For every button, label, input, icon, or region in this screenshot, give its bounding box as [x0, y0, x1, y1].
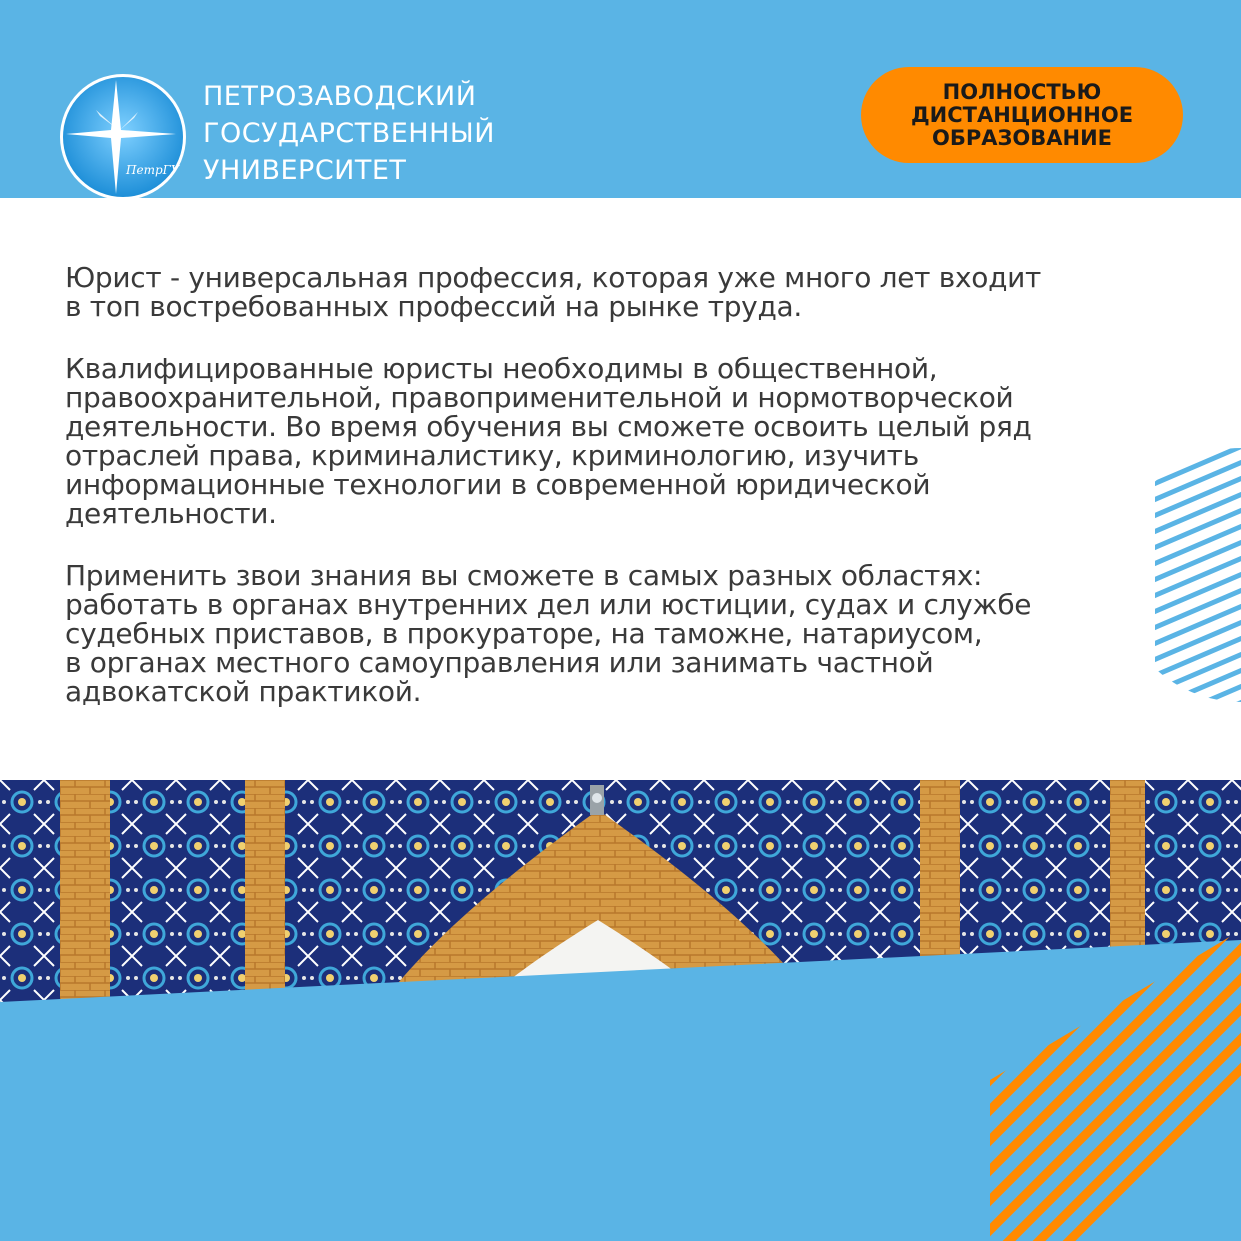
mosque-arch-photo	[0, 780, 1241, 1241]
university-name-line-1: ПЕТРОЗАВОДСКИЙ	[203, 81, 477, 112]
text-line: правоохранительной, правоприменительной и нормотворческой	[65, 381, 1014, 414]
badge-line-1: ПОЛНОСТЬЮ	[942, 79, 1102, 104]
university-name-line-2: ГОСУДАРСТВЕННЫЙ	[203, 118, 495, 149]
text-line: в органах местного самоуправления или занимать частной	[65, 646, 934, 679]
main-text	[65, 263, 1165, 739]
text-line: Квалифицированные юристы необходимы в общественной,	[65, 352, 938, 385]
text-line: Юрист - универсальная профессия, которая уже много лет входит	[65, 261, 1042, 294]
text-line: отраслей права, криминалистику, криминологию, изучить	[65, 439, 919, 472]
text-line: Применить звои знания вы сможете в самых разных областях:	[65, 559, 983, 592]
text-line: деятельности.	[65, 497, 277, 530]
paragraph-qualification	[65, 354, 1165, 528]
university-name	[203, 78, 495, 189]
badge-line-3: ОБРАЗОВАНИЕ	[931, 125, 1113, 150]
text-line: информационные технологии в современной юридической	[65, 468, 931, 501]
text-line: деятельности. Во время обучения вы сможете освоить целый ряд	[65, 410, 1032, 443]
text-line: адвокатской практикой.	[65, 675, 422, 708]
text-line: работать в органах внутренних дел или юстиции, судах и службе	[65, 588, 1032, 621]
svg-text:ПетрГУ: ПетрГУ	[126, 163, 180, 177]
header-band	[0, 0, 1241, 198]
university-name-line-3: УНИВЕРСИТЕТ	[203, 155, 407, 186]
text-line: судебных приставов, в прокураторе, на таможне, натариусом,	[65, 617, 983, 650]
distance-education-badge	[861, 67, 1183, 163]
blue-stripes-decoration	[1155, 440, 1241, 710]
badge-line-2: ДИСТАНЦИОННОЕ	[910, 102, 1134, 127]
text-line: в топ востребованных профессий на рынке труда.	[65, 290, 802, 323]
paragraph-intro	[65, 263, 1165, 321]
paragraph-career	[65, 561, 1165, 706]
university-logo-icon	[58, 72, 188, 202]
